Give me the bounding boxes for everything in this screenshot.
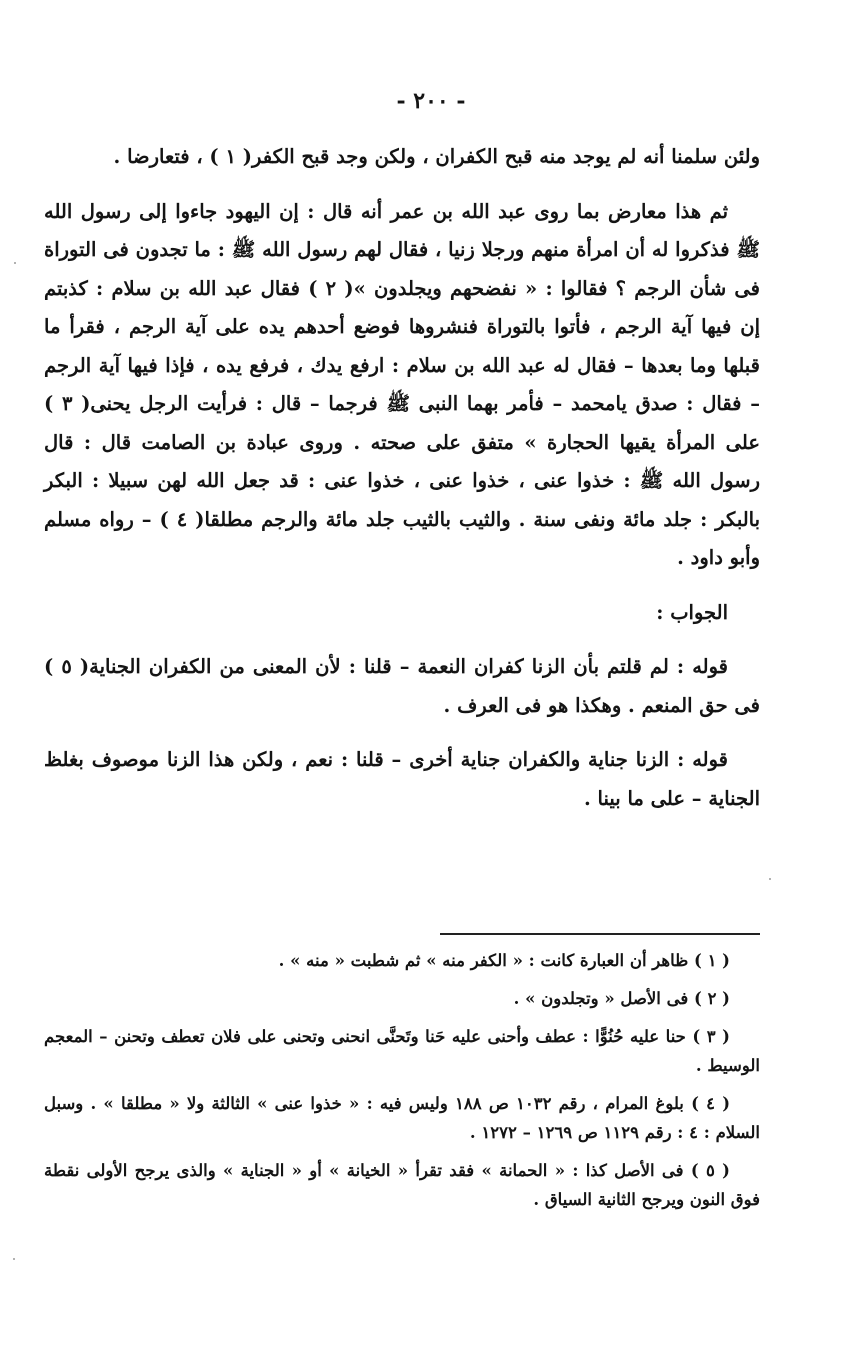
page-number: - ٢٠٠ - (396, 88, 466, 114)
footnote-5: ( ٥ ) فى الأصل كذا : « الحمانة » فقد تقرأ « الخيانة » أو « الجناية » والذى يرجح الأولى نقطة فوق النون ويرجح الثانية السياق . (44, 1161, 760, 1209)
footnote-divider (440, 933, 760, 935)
footnote-3: ( ٣ ) حنا عليه حُنُوًّا : عطف وأحنى عليه حَنا وتَحنَّى انحنى وتحنى على فلان تعطف وتحنن – المعجم الوسيط . (44, 1027, 760, 1075)
paragraph-answer-jinaya: قوله : الزنا جناية والكفران جناية أخرى – قلنا : نعم ، ولكن هذا الزنا موصوف بغلظ الجناية – على ما بينا . (44, 748, 760, 810)
footnote-1: ( ١ ) ظاهر أن العبارة كانت : « الكفر منه » ثم شطبت « منه » . (278, 951, 730, 970)
paragraph-counterargument: ولئن سلمنا أنه لم يوجد منه قبح الكفران ، ولكن وجد قبح الكفر( ١ ) ، فتعارضا . (113, 145, 760, 168)
main-body-text (44, 138, 760, 822)
scan-speck (14, 262, 16, 264)
footnotes (44, 946, 760, 1223)
paragraph-answer-kufran: قوله : لم قلتم بأن الزنا كفران النعمة – قلنا : لأن المعنى من الكفران الجناية( ٥ ) فى حق المنعم . وهكذا هو فى العرف . (44, 655, 760, 717)
footnote-2: ( ٢ ) فى الأصل « وتجلدون » . (513, 989, 730, 1008)
paragraph-hadith-ibn-umar: ثم هذا معارض بما روى عبد الله بن عمر أنه قال : إن اليهود جاءوا إلى رسول الله ﷺ فذكروا له أن امرأة منهم ورجلا زنيا ، فقال لهم رسول الله ﷺ : ما تجدون فى التوراة فى شأن الرجم ؟ فقالوا : « نفضحهم ويجلدون »( ٢ ) فقال عبد الله بن سلام : كذبتم إن فيها آية الرجم ، فأتوا بالتوراة فنشروها فوضع أحدهم يده على آية الرجم ، فقرأ ما قبلها وما بعدها – فقال له عبد الله بن سلام : ارفع يدك ، فرفع يده ، فإذا فيها آية الرجم – فقال : صدق يامحمد – فأمر بهما النبى ﷺ فرجما – قال : فرأيت الرجل يحنى( ٣ ) على المرأة يقيها الحجارة » متفق على صحته . وروى عبادة بن الصامت قال : قال رسول الله ﷺ : خذوا عنى ، خذوا عنى ، خذوا عنى : قد جعل الله لهن سبيلا : البكر بالبكر : جلد مائة ونفى سنة . والثيب بالثيب جلد مائة والرجم مطلقا( ٤ ) – رواه مسلم وأبو داود . (44, 199, 761, 569)
section-heading-answer: الجواب : (656, 600, 728, 624)
scan-speck (769, 878, 771, 880)
scan-speck (13, 1258, 15, 1260)
footnote-4: ( ٤ ) بلوغ المرام ، رقم ١٠٣٢ ص ١٨٨ وليس فيه : « خذوا عنى » الثالثة ولا « مطلقا » . وسبل السلام : ٤ : رقم ١١٢٩ ص ١٢٦٩ – ١٢٧٢ . (44, 1094, 760, 1142)
